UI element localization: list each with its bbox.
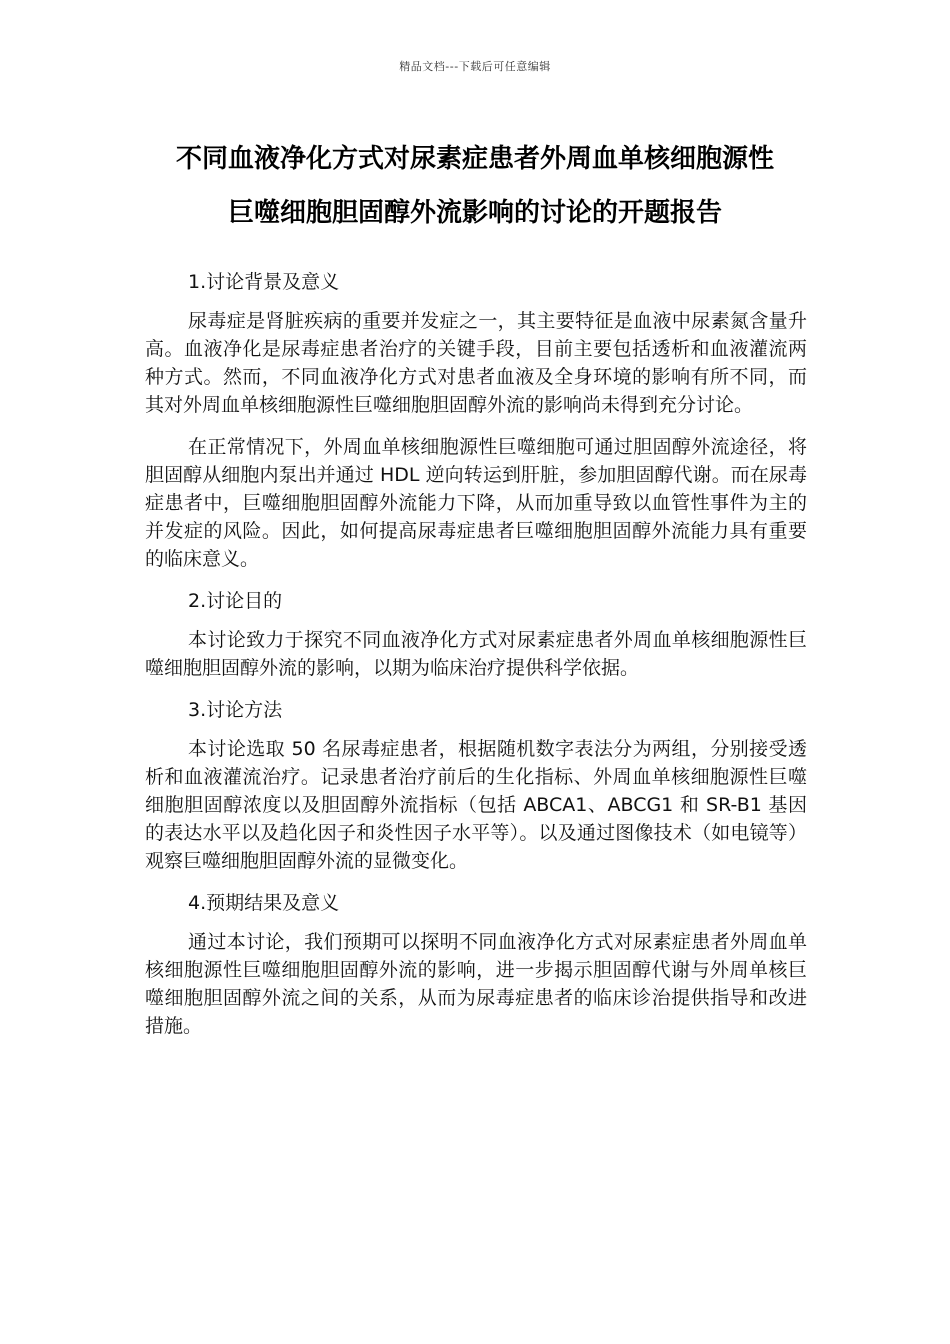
title-line-1: 不同血液净化方式对尿素症患者外周血单核细胞源性 [175, 144, 774, 174]
section-heading: 3.讨论方法 [188, 699, 283, 721]
paragraph: 本讨论选取 50 名尿毒症患者，根据随机数字表法分为两组，分别接受透析和血液灌流治疗。记录患者治疗前后的生化指标、外周血单核细胞源性巨噬细胞胆固醇浓度以及胆固醇外流指标（包括 ABCA1、ABCG1 和 SR-B1 基因的表达水平以及趋化因子和炎性因子水平等）。以及通过图像技术（如电镜等）观察巨噬细胞胆固醇外流的显微变化。 [145, 738, 807, 872]
paragraph: 尿毒症是肾脏疾病的重要并发症之一，其主要特征是血液中尿素氮含量升高。血液净化是尿毒症患者治疗的关键手段，目前主要包括透析和血液灌流两种方式。然而，不同血液净化方式对患者血液及全身环境的影响有所不同，而其对外周血单核细胞源性巨噬细胞胆固醇外流的影响尚未得到充分讨论。 [145, 310, 807, 416]
section-heading: 4.预期结果及意义 [188, 892, 340, 914]
section-objective [145, 587, 807, 682]
paragraph: 本讨论致力于探究不同血液净化方式对尿素症患者外周血单核细胞源性巨噬细胞胆固醇外流的影响，以期为临床治疗提供科学依据。 [145, 629, 807, 679]
section-heading: 2.讨论目的 [188, 590, 283, 612]
section-expected-results [145, 889, 807, 1040]
paragraph: 通过本讨论，我们预期可以探明不同血液净化方式对尿素症患者外周血单核细胞源性巨噬细胞胆固醇外流的影响，进一步揭示胆固醇代谢与外周单核巨噬细胞胆固醇外流之间的关系，从而为尿毒症患者的临床诊治提供指导和改进措施。 [145, 931, 807, 1037]
paragraph: 在正常情况下，外周血单核细胞源性巨噬细胞可通过胆固醇外流途径，将胆固醇从细胞内泵出并通过 HDL 逆向转运到肝脏，参加胆固醇代谢。而在尿毒症患者中，巨噬细胞胆固醇外流能力下降，从而加重导致以血管性事件为主的并发症的风险。因此，如何提高尿毒症患者巨噬细胞胆固醇外流能力具有重要的临床意义。 [145, 436, 807, 570]
document-title [100, 132, 850, 240]
title-line-2: 巨噬细胞胆固醇外流影响的讨论的开题报告 [227, 198, 722, 228]
section-heading: 1.讨论背景及意义 [188, 271, 340, 293]
section-method [145, 696, 807, 875]
document-body [145, 268, 807, 1054]
section-background [145, 268, 807, 573]
header-note: 精品文档---下载后可任意编辑 [399, 60, 551, 73]
